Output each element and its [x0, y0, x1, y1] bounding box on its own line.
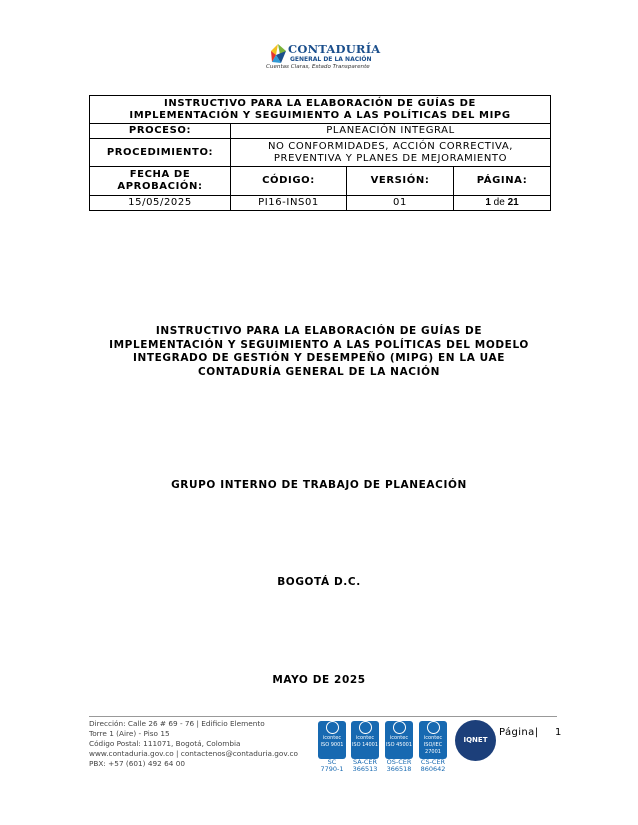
contaduria-logo-icon: [268, 43, 288, 65]
page-current: 1: [485, 197, 491, 208]
header-title-line2: IMPLEMENTACIÓN Y SEGUIMIENTO A LAS POLÍTICAS DEL MIPG: [129, 109, 511, 121]
proceso-label: PROCESO:: [90, 124, 231, 139]
cert-code-line1: OS-CER: [386, 758, 412, 766]
document-title-line: CONTADURÍA GENERAL DE LA NACIÓN: [197, 365, 441, 378]
header-title-line1: INSTRUCTIVO PARA LA ELABORACIÓN DE GUÍAS DE: [164, 97, 476, 109]
icontec-cert-badge: [385, 719, 413, 773]
icontec-icon: [427, 721, 440, 734]
icontec-icon: [326, 721, 339, 734]
cert-code-line2: 366518: [386, 765, 412, 773]
cert-org: icontec: [355, 735, 375, 741]
logo-subtitle: GENERAL DE LA NACIÓN: [290, 56, 372, 63]
version-value: 01: [347, 196, 454, 211]
fecha-label-line1: FECHA DE: [129, 169, 191, 180]
page-total: 21: [507, 197, 519, 208]
cert-code-line1: SA-CER: [352, 758, 378, 766]
icontec-icon: [393, 721, 406, 734]
codigo-label: CÓDIGO:: [231, 167, 347, 196]
page-of: de: [493, 197, 505, 208]
cert-code-line2: 860642: [420, 765, 446, 773]
cert-code-line2: 7790-1: [320, 765, 344, 773]
pagina-label: PÁGINA:: [454, 167, 551, 196]
footer-divider: [89, 716, 557, 717]
icontec-icon: [359, 721, 372, 734]
codigo-value: PI16-INS01: [231, 196, 347, 211]
cert-code-line1: SC: [327, 758, 337, 766]
procedimiento-value: [231, 139, 551, 167]
document-header-table: [89, 95, 551, 211]
fecha-value: 15/05/2025: [90, 196, 231, 211]
procedimiento-label: PROCEDIMIENTO:: [90, 139, 231, 167]
document-title-line: INSTRUCTIVO PARA LA ELABORACIÓN DE GUÍAS DE: [155, 325, 483, 337]
city: BOGOTÁ D.C.: [277, 576, 361, 588]
footer-page-label: Página|: [499, 727, 539, 738]
logo-tagline: Cuentas Claras, Estado Transparente: [266, 64, 370, 70]
cert-org: icontec: [389, 735, 409, 741]
cert-standard: ISO/IEC 27001: [423, 742, 443, 755]
cert-code-line1: CS-CER: [420, 758, 446, 766]
fecha-label: [90, 167, 231, 196]
address-line: Código Postal: 111071, Bogotá, Colombia: [89, 739, 241, 748]
cert-code-line2: 366513: [352, 765, 378, 773]
cert-standard: ISO 9001: [320, 742, 344, 748]
icontec-cert-badge: [419, 719, 447, 773]
header-title: [90, 96, 551, 124]
procedimiento-value-line1: NO CONFORMIDADES, ACCIÓN CORRECTIVA,: [267, 140, 514, 152]
address-line: www.contaduria.gov.co | contactenos@contaduria.gov.co: [89, 749, 298, 758]
document-title: [0, 325, 638, 379]
address-line: PBX: +57 (601) 492 64 00: [89, 759, 185, 768]
icontec-cert-badge: [351, 719, 379, 773]
pagina-value: [454, 196, 551, 211]
contaduria-logo: [266, 41, 381, 73]
icontec-cert-badge: [318, 719, 346, 773]
document-title-line: INTEGRADO DE GESTIÓN Y DESEMPEÑO (MIPG) EN LA UAE: [133, 352, 505, 364]
cert-standard: ISO 14001: [351, 742, 379, 748]
cert-org: icontec: [423, 735, 443, 741]
cert-standard: ISO 45001: [385, 742, 413, 748]
address-line: Dirección: Calle 26 # 69 - 76 | Edificio Elemento: [89, 719, 265, 728]
footer-address: [89, 719, 298, 769]
cert-org: icontec: [322, 735, 342, 741]
version-label: VERSIÓN:: [347, 167, 454, 196]
footer-page-number: 1: [555, 727, 562, 738]
procedimiento-value-line2: PREVENTIVA Y PLANES DE MEJORAMIENTO: [273, 152, 508, 164]
address-line: Torre 1 (Aire) - Piso 15: [89, 729, 170, 738]
group-name: GRUPO INTERNO DE TRABAJO DE PLANEACIÓN: [171, 479, 467, 491]
iqnet-logo: IQNET: [455, 720, 496, 761]
document-title-line: IMPLEMENTACIÓN Y SEGUIMIENTO A LAS POLÍTICAS DEL MODELO: [109, 338, 529, 351]
proceso-value: PLANEACIÓN INTEGRAL: [231, 124, 551, 139]
fecha-label-line2: APROBACIÓN:: [117, 181, 203, 192]
logo-name: CONTADURÍA: [288, 42, 381, 56]
document-date: MAYO DE 2025: [272, 674, 366, 686]
